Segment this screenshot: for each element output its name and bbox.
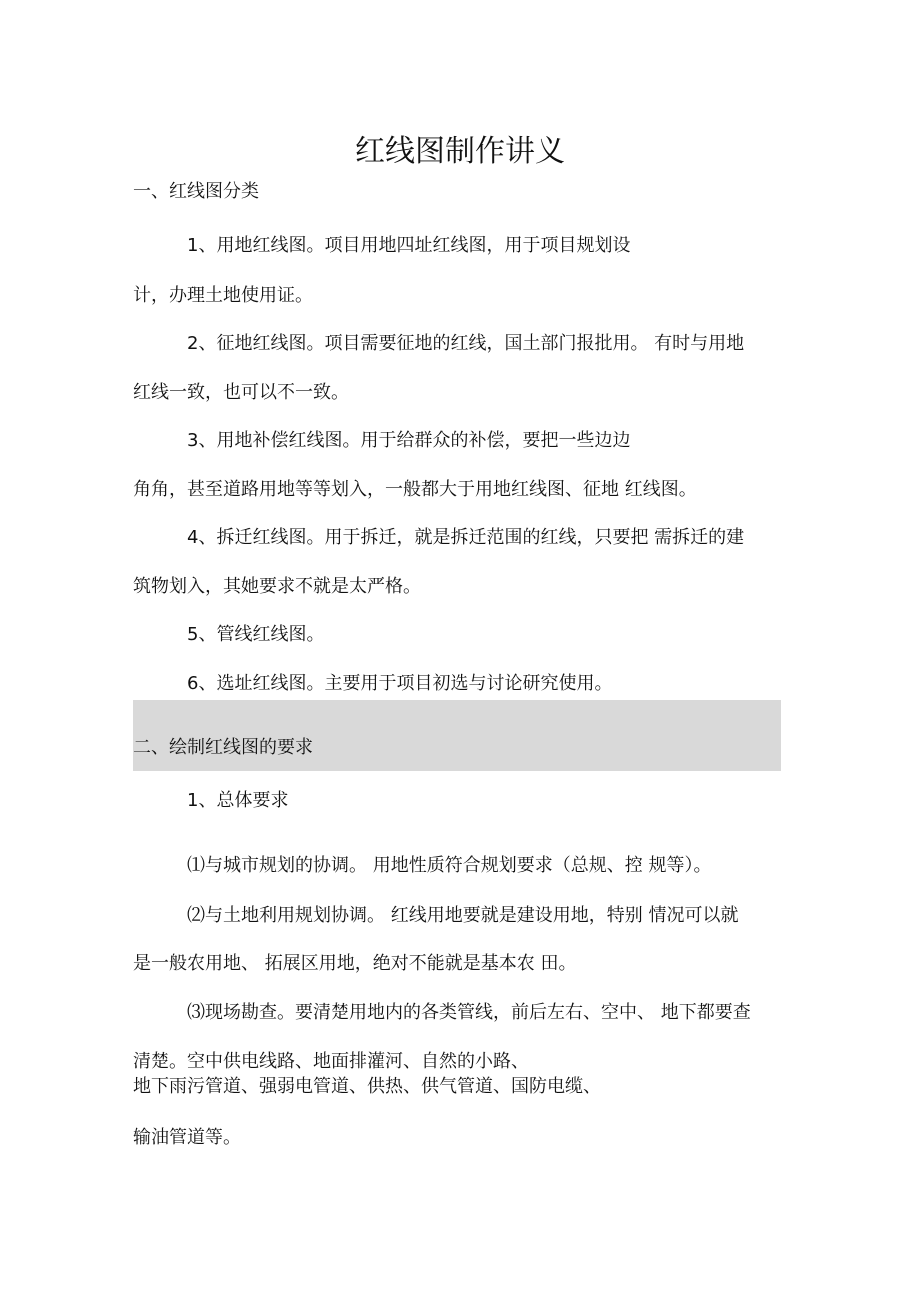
paragraph-line: 5、管线红线图。 <box>187 624 325 645</box>
paragraph-line: ⑵与土地利用规划协调。 红线用地要就是建设用地，特别 情况可以就 <box>187 905 739 926</box>
document-title: 红线图制作讲义 <box>355 134 565 169</box>
paragraph-line: 计，办理土地使用证。 <box>133 285 313 306</box>
paragraph-line: 是一般农用地、 拓展区用地，绝对不能就是基本农 田。 <box>133 953 577 974</box>
paragraph-line: 1、总体要求 <box>187 790 289 811</box>
paragraph-line: 4、拆迁红线图。用于拆迁，就是拆迁范围的红线，只要把 需拆迁的建 <box>187 527 745 548</box>
section-heading: 一、红线图分类 <box>133 181 259 202</box>
paragraph-line: 角角，甚至道路用地等等划入，一般都大于用地红线图、征地 红线图。 <box>133 479 697 500</box>
paragraph-line: 1、用地红线图。项目用地四址红线图，用于项目规划设 <box>187 235 631 256</box>
paragraph-line: 3、用地补偿红线图。用于给群众的补偿，要把一些边边 <box>187 430 631 451</box>
paragraph-line: 6、选址红线图。主要用于项目初选与讨论研究使用。 <box>187 673 613 694</box>
paragraph-line: ⑴与城市规划的协调。 用地性质符合规划要求（总规、控 规等）。 <box>187 855 712 876</box>
paragraph-line: 清楚。空中供电线路、地面排灌河、自然的小路、 <box>133 1051 529 1072</box>
paragraph-line: 筑物划入，其她要求不就是太严格。 <box>133 576 421 597</box>
paragraph-line: 地下雨污管道、强弱电管道、供热、供气管道、国防电缆、 <box>133 1076 601 1097</box>
paragraph-line: 输油管道等。 <box>133 1127 241 1148</box>
paragraph-line: 红线一致，也可以不一致。 <box>133 382 349 403</box>
paragraph-line: ⑶现场勘查。要清楚用地内的各类管线，前后左右、空中、 地下都要查 <box>187 1002 751 1023</box>
paragraph-line: 2、征地红线图。项目需要征地的红线，国土部门报批用。 有时与用地 <box>187 333 745 354</box>
heading-highlight-band <box>133 700 781 771</box>
section-heading: 二、绘制红线图的要求 <box>133 737 313 758</box>
